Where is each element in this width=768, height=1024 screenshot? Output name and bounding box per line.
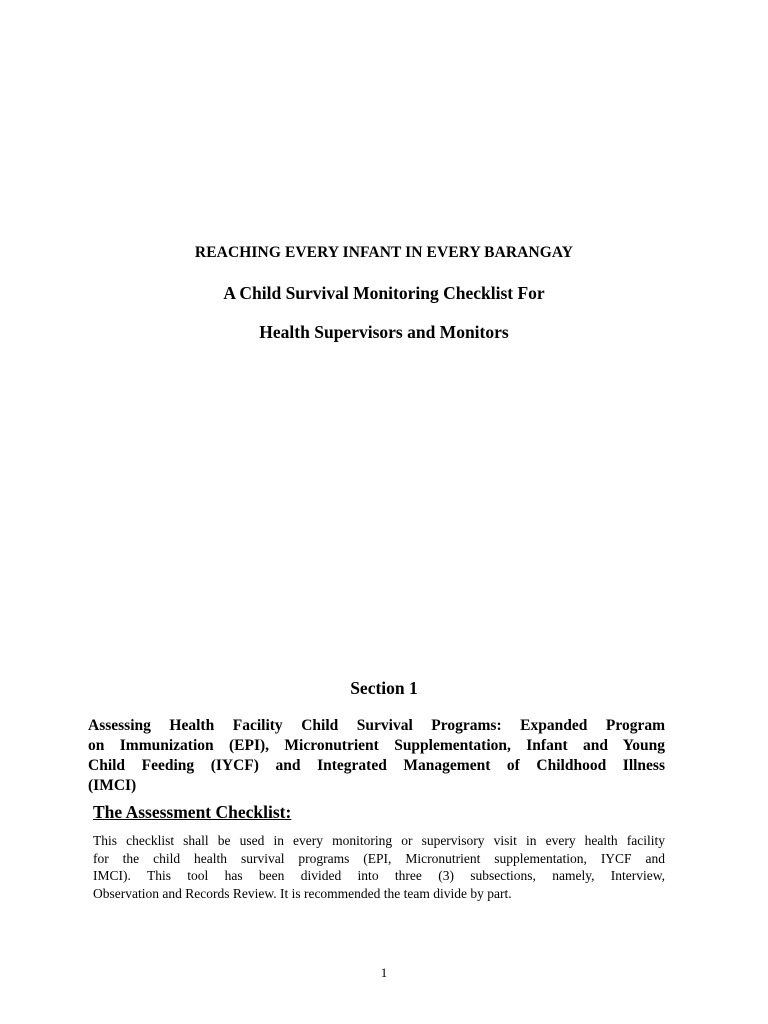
section-description-line: Child Feeding (IYCF) and Integrated Management of Childhood Illness [88,757,665,774]
document-heading: REACHING EVERY INFANT IN EVERY BARANGAY [194,244,574,261]
checklist-body-line: for the child health survival programs (EPI, Micronutrient supplementation, IYCF and [93,850,665,866]
checklist-body-line: This checklist shall be used in every monitoring or supervisory visit in every health facility [93,833,665,848]
checklist-heading: The Assessment Checklist: [93,802,292,822]
section-description-line: on Immunization (EPI), Micronutrient Supplementation, Infant and Young [88,737,665,754]
section-description [88,716,665,796]
section-title: Section 1 [350,678,418,698]
section-description-line: Assessing Health Facility Child Survival Programs: Expanded Program [88,717,665,734]
checklist-body-line: Observation and Records Review. It is recommended the team divide by part. [93,886,512,902]
section-description-line: (IMCI) [88,777,137,794]
page-number: 1 [380,965,388,980]
checklist-body-paragraph [93,832,665,903]
checklist-body-line: IMCI). This tool has been divided into three (3) subsections, namely, Interview, [93,868,665,884]
document-title-line-1: A Child Survival Monitoring Checklist For [223,283,545,303]
document-title-line-2: Health Supervisors and Monitors [259,322,509,342]
